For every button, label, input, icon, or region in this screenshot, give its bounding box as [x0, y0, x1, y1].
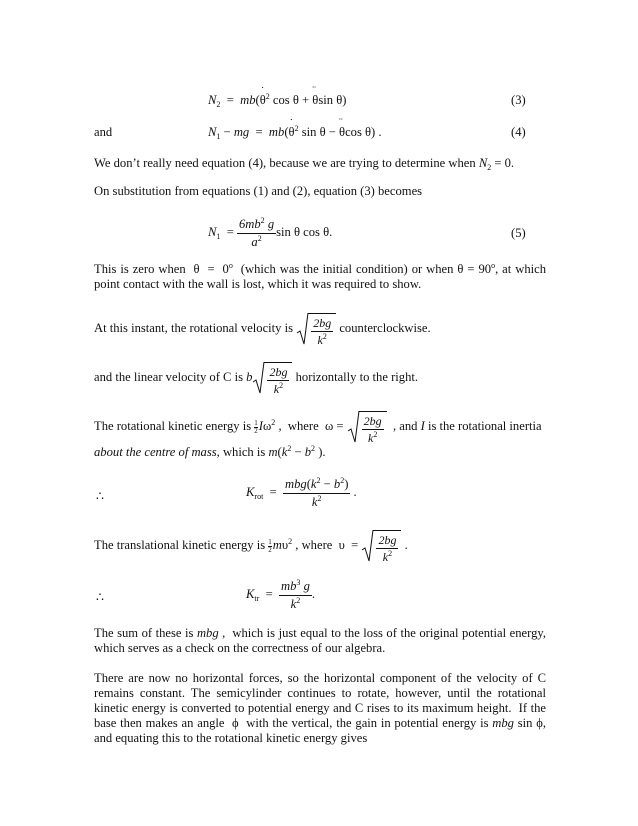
equation-4-number: (4)	[511, 125, 526, 139]
sqrt-2bg-over-k2-linear: $\frac{2bg}{k^2}$	[252, 362, 292, 395]
equation-4: $N_1$ − mg = mb(θ ˙$^2$ sin θ − θ ¨cos θ) .	[208, 125, 382, 140]
paragraph-sum-check: The sum of these is mbg , which is just equal to the loss of the original potential energy, which serves as a check on the correctness of our algebra.	[94, 626, 546, 655]
equation-5: $N_1$ = $\frac{6mb^2 g}{a^2}$ sin θ cos θ.	[208, 216, 333, 249]
equation-4-lead: and	[94, 125, 113, 139]
therefore-symbol-1: ∴	[96, 489, 105, 503]
paragraph-rotational-velocity: At this instant, the rotational velocity is $\frac{2bg}{k^2}$ counterclockwise.	[94, 313, 431, 346]
paragraph-linear-velocity: and the linear velocity of C is b $\frac{2bg}{k^2}$ horizontally to the right.	[94, 362, 418, 395]
equation-ktr: $K_{tr}$ = $\frac{mb^3 g}{k^2}$ .	[246, 578, 316, 611]
paragraph-zero-condition: This is zero when θ = 0$^o$ (which was the initial condition) or when $\theta = 90^o$, at which point contact with the wall is lost, which it was required to show.	[94, 261, 547, 291]
equation-krot: $K_{rot}$ = $\frac{mbg(k^2 - b^2)}{k^2}$ .	[246, 476, 357, 509]
equation-3-number: (3)	[511, 93, 526, 107]
sqrt-2bg-over-k2: $\frac{2bg}{k^2}$	[296, 313, 336, 346]
sqrt-omega: $\frac{2bg}{k^2}$	[347, 411, 387, 444]
paragraph-rotational-ke: The rotational kinetic energy is $\frac{1}{2}$ $I\omega^2$ , where ω = $\frac{2bg}{k^2}$ , and I is the rotational inertia	[94, 411, 542, 444]
paragraph-equation-4-note: We don’t really need equation (4), because we are trying to determine when $N_2 = 0$.	[94, 156, 515, 172]
equation-5-number: (5)	[511, 226, 526, 240]
sqrt-upsilon: $\frac{2bg}{k^2}$	[361, 530, 401, 563]
paragraph-rotational-inertia: about the centre of mass, which is $m(k^2 - b^2$ ).	[94, 444, 326, 459]
therefore-symbol-2: ∴	[96, 590, 105, 604]
equation-3: $N_2 = mb(\theta$ ˙$^2$ cos θ + θ ¨sin θ)	[208, 93, 346, 108]
paragraph-horizontal-forces: There are now no horizontal forces, so the horizontal component of the velocity of C remains constant. The semicylinder continues to rotate, however, until the rotational kinetic energy is converted to potential energy and C rises to its maximum height. If the base then makes an angle ϕ with the vertical, the gain in potential energy is mbg sin ϕ, and equating this to the rotational kinetic energy gives	[94, 671, 546, 745]
equation-5-fraction: $\frac{6mb^2 g}{a^2}$	[238, 216, 275, 249]
paragraph-substitution: On substitution from equations (1) and (2), equation (3) becomes	[94, 184, 423, 198]
paragraph-translational-ke: The translational kinetic energy is $\frac{1}{2}$ $m\upsilon^2$ , where υ = $\frac{2bg}{k^2}$ .	[94, 530, 408, 563]
